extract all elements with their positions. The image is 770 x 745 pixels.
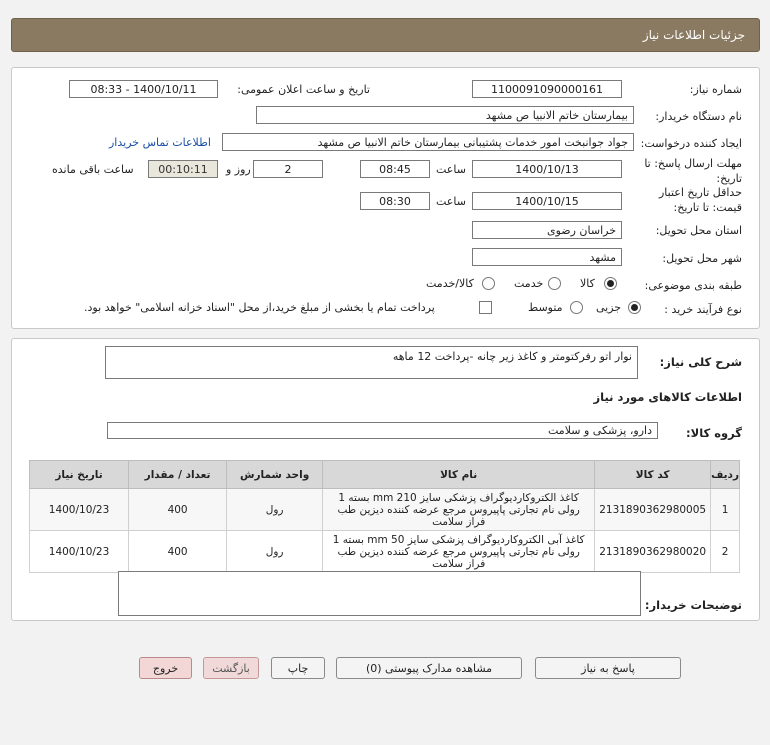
- announce-label: تاریخ و ساعت اعلان عمومی:: [237, 83, 370, 96]
- col-qty: تعداد / مقدار: [129, 461, 227, 489]
- process-option-medium: متوسط: [528, 301, 563, 314]
- reply-deadline-label: مهلت ارسال پاسخ: تا: [644, 157, 742, 170]
- table-header-row: [30, 461, 740, 489]
- col-code: کد کالا: [595, 461, 711, 489]
- buyer-notes-label: توضیحات خریدار:: [644, 598, 742, 612]
- goods-group-label: گروه کالا:: [686, 426, 742, 440]
- page-header: [11, 18, 760, 52]
- process-option-minor: جزیی: [596, 301, 622, 314]
- table-row: [30, 489, 740, 531]
- goods-table: [29, 460, 740, 573]
- validity-time-field: 08:30: [360, 192, 430, 210]
- row-code: 2131890362980020: [595, 531, 711, 573]
- table-row: [30, 531, 740, 573]
- process-radio-medium[interactable]: [570, 301, 583, 314]
- col-date: تاریخ نیاز: [30, 461, 129, 489]
- row-unit: رول: [227, 531, 323, 573]
- reply-date-field: 1400/10/13: [472, 160, 622, 178]
- row-index: 2: [711, 531, 740, 573]
- buyer-org-label: نام دستگاه خریدار:: [655, 110, 742, 123]
- buyer-contact-link[interactable]: اطلاعات تماس خریدار: [109, 136, 211, 149]
- goods-group-field: دارو، پزشکی و سلامت: [107, 422, 658, 439]
- creator-field: جواد جوانبخت امور خدمات پشتیبانی بیمارستان خاتم الانبیا ص مشهد: [222, 133, 634, 151]
- attachments-button[interactable]: مشاهده مدارک پیوستی (0): [336, 657, 522, 679]
- category-radio-service[interactable]: [548, 277, 561, 290]
- reply-time-field: 08:45: [360, 160, 430, 178]
- row-name: کاغذ الکتروکاردیوگراف پزشکی سایز 210 mm بسته 1 رولی نام تجارتی پاپیروس مرجع عرضه کننده دیزین طب فراز سلامت: [323, 489, 595, 531]
- category-option-both: کالا/خدمت: [426, 277, 474, 290]
- description-label: شرح کلی نیاز:: [659, 355, 742, 369]
- row-index: 1: [711, 489, 740, 531]
- reply-button[interactable]: پاسخ به نیاز: [535, 657, 681, 679]
- row-qty: 400: [129, 489, 227, 531]
- exit-button[interactable]: خروج: [139, 657, 192, 679]
- category-label: طبقه بندی موضوعی:: [644, 279, 742, 292]
- row-date: 1400/10/23: [30, 489, 129, 531]
- reply-deadline-label-2: تاریخ:: [716, 172, 742, 185]
- process-radio-minor[interactable]: [628, 301, 641, 314]
- treasury-checkbox[interactable]: [479, 301, 492, 314]
- category-option-service: خدمت: [514, 277, 544, 290]
- city-field: مشهد: [472, 248, 622, 266]
- need-number-label: شماره نیاز:: [689, 83, 742, 96]
- remaining-timer: 00:10:11: [148, 160, 218, 178]
- col-name: نام کالا: [323, 461, 595, 489]
- buyer-org-field: بیمارستان خاتم الانبیا ص مشهد: [256, 106, 634, 124]
- category-option-goods: کالا: [580, 277, 595, 290]
- days-field: 2: [253, 160, 323, 178]
- creator-label: ایجاد کننده درخواست:: [640, 137, 742, 150]
- city-label: شهر محل تحویل:: [662, 252, 742, 265]
- validity-label-2: قیمت: تا تاریخ:: [673, 201, 742, 214]
- row-date: 1400/10/23: [30, 531, 129, 573]
- validity-date-field: 1400/10/15: [472, 192, 622, 210]
- province-label: استان محل تحویل:: [655, 224, 742, 237]
- category-radio-both[interactable]: [482, 277, 495, 290]
- page-title: جزئیات اطلاعات نیاز: [642, 28, 745, 42]
- col-index: ردیف: [711, 461, 740, 489]
- print-button[interactable]: چاپ: [271, 657, 325, 679]
- reply-time-label: ساعت: [436, 163, 466, 176]
- category-radio-goods[interactable]: [604, 277, 617, 290]
- days-label: روز و: [226, 163, 251, 176]
- province-field: خراسان رضوی: [472, 221, 622, 239]
- validity-time-label: ساعت: [436, 195, 466, 208]
- row-name: کاغذ آبی الکتروکاردیوگراف پزشکی سایز 50 mm بسته 1 رولی نام تجارتی پاپیروس مرجع عرضه کننده دیزین طب فراز سلامت: [323, 531, 595, 573]
- col-unit: واحد شمارش: [227, 461, 323, 489]
- announce-field: 1400/10/11 - 08:33: [69, 80, 218, 98]
- remaining-label: ساعت باقی مانده: [52, 163, 134, 176]
- process-label: نوع فرآیند خرید :: [664, 303, 742, 316]
- payment-note: پرداخت تمام یا بخشی از مبلغ خرید،از محل "اسناد خزانه اسلامی" خواهد بود.: [84, 301, 435, 314]
- back-button[interactable]: بازگشت: [203, 657, 259, 679]
- row-qty: 400: [129, 531, 227, 573]
- validity-label: حداقل تاریخ اعتبار: [658, 186, 742, 199]
- row-unit: رول: [227, 489, 323, 531]
- buyer-notes-field: [118, 571, 641, 616]
- description-field: نوار اتو رفرکتومتر و کاغذ زیر چانه -پرداخت 12 ماهه: [105, 346, 638, 379]
- goods-section-title: اطلاعات کالاهای مورد نیاز: [593, 390, 742, 404]
- need-number-field: 1100091090000161: [472, 80, 622, 98]
- row-code: 2131890362980005: [595, 489, 711, 531]
